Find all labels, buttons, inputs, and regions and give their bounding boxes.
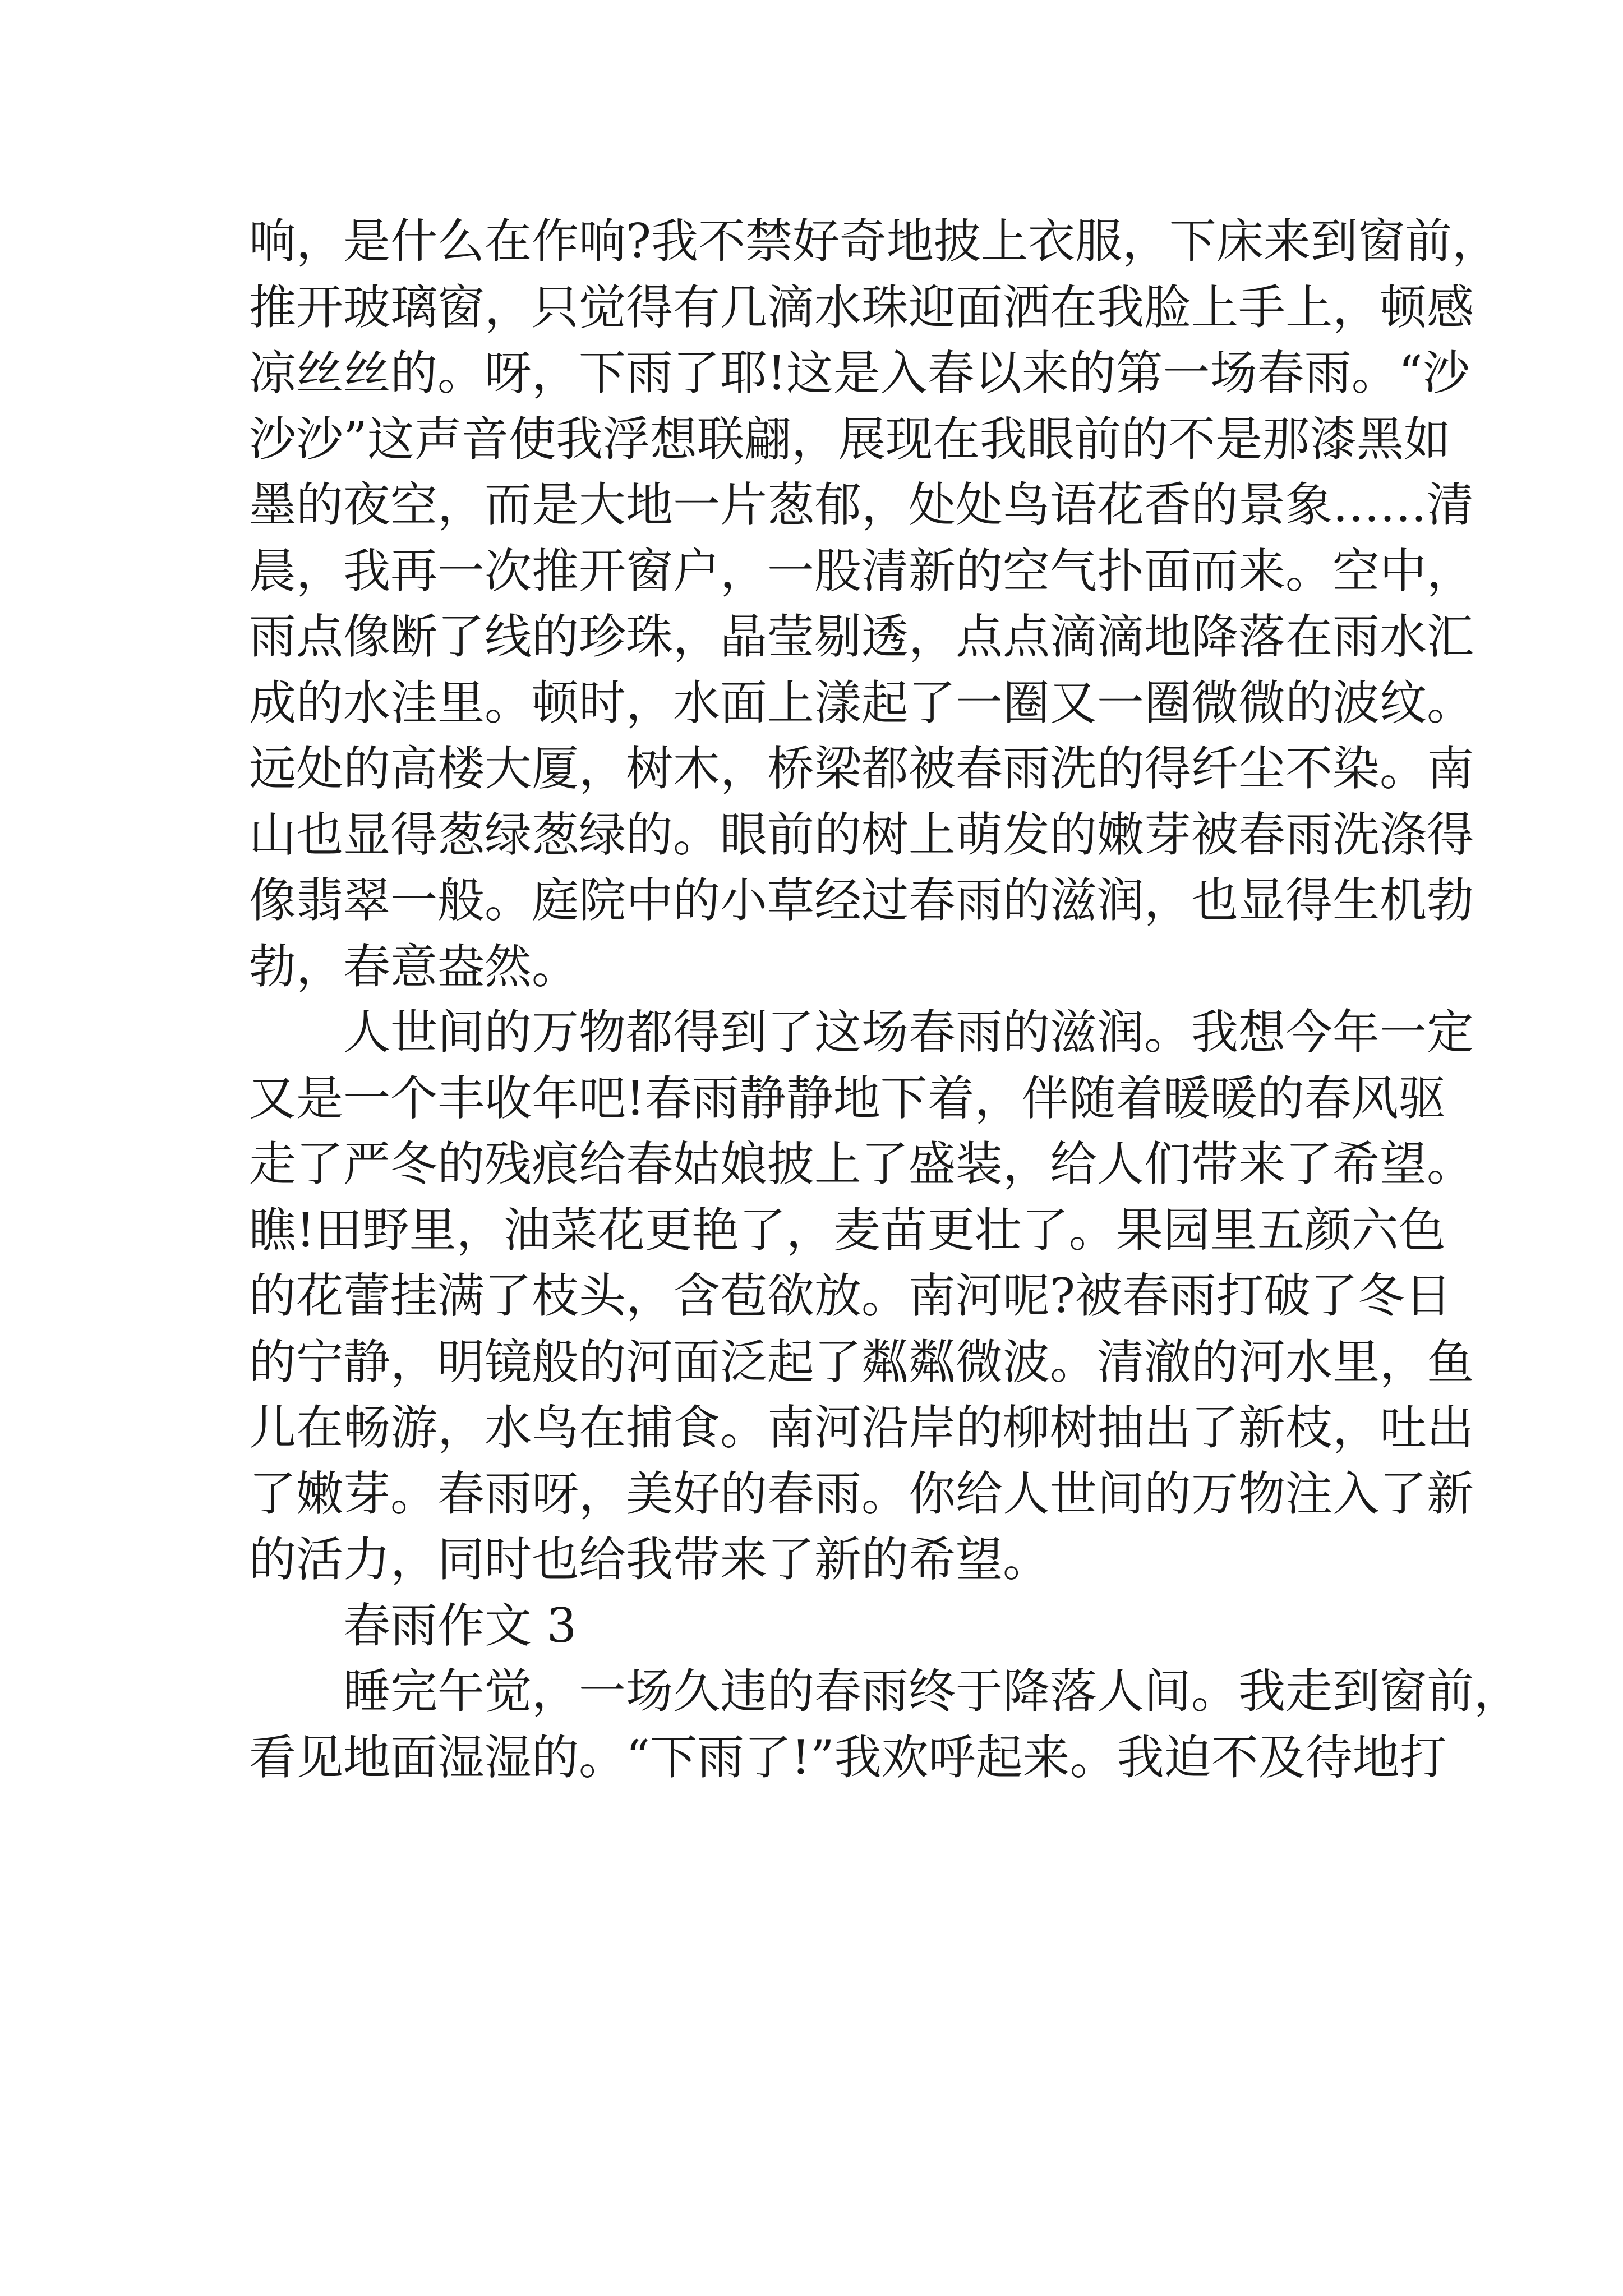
paragraph-line: 的活力，同时也给我带来了新的希望。 xyxy=(249,1532,1050,1587)
paragraph-line: 人世间的万物都得到了这场春雨的滋润。我想今年一定 xyxy=(343,1005,1474,1060)
paragraph-line: 墨的夜空，而是大地一片葱郁，处处鸟语花香的景象……清 xyxy=(249,477,1474,532)
paragraph-line: 瞧!田野里，油菜花更艳了，麦苗更壮了。果园里五颜六色 xyxy=(249,1202,1446,1258)
paragraph-line: 看见地面湿湿的。“下雨了!”我欢呼起来。我迫不及待地打 xyxy=(249,1729,1447,1785)
paragraph-line: 像翡翠一般。庭院中的小草经过春雨的滋润，也显得生机勃 xyxy=(249,873,1474,928)
paragraph-line: 勃，春意盎然。 xyxy=(249,938,579,994)
paragraph-line: 儿在畅游，水鸟在捕食。南河沿岸的柳树抽出了新枝，吐出 xyxy=(249,1400,1474,1455)
paragraph-line: 响，是什么在作响?我不禁好奇地披上衣服，下床来到窗前， xyxy=(249,214,1500,269)
paragraph-line: 走了严冬的残痕给春姑娘披上了盛装，给人们带来了希望。 xyxy=(249,1137,1474,1191)
paragraph-line: 又是一个丰收年吧!春雨静静地下着，伴随着暖暖的春风驱 xyxy=(249,1070,1446,1126)
paragraph-line: 山也显得葱绿葱绿的。眼前的树上萌发的嫩芽被春雨洗涤得 xyxy=(249,807,1474,862)
paragraph-line: 睡完午觉，一场久违的春雨终于降落人间。我走到窗前， xyxy=(343,1664,1521,1719)
section-heading: 春雨作文 3 xyxy=(343,1598,577,1653)
paragraph-line: 的花蕾挂满了枝头，含苞欲放。南河呢?被春雨打破了冬日 xyxy=(249,1268,1453,1323)
paragraph-line: 推开玻璃窗，只觉得有几滴水珠迎面洒在我脸上手上，顿感 xyxy=(249,279,1474,335)
paragraph-line: 的宁静，明镜般的河面泛起了粼粼微波。清澈的河水里，鱼 xyxy=(249,1334,1474,1389)
paragraph-line: 沙沙”这声音使我浮想联翩，展现在我眼前的不是那漆黑如 xyxy=(249,411,1451,467)
paragraph-line: 了嫩芽。春雨呀，美好的春雨。你给人世间的万物注入了新 xyxy=(249,1466,1474,1521)
paragraph-line: 凉丝丝的。呀，下雨了耶!这是入春以来的第一场春雨。“沙 xyxy=(249,346,1470,401)
paragraph-line: 远处的高楼大厦，树木，桥梁都被春雨洗的得纤尘不染。南 xyxy=(249,741,1474,796)
paragraph-line: 成的水洼里。顿时，水面上漾起了一圈又一圈微微的波纹。 xyxy=(249,675,1474,730)
paragraph-line: 雨点像断了线的珍珠，晶莹剔透，点点滴滴地降落在雨水汇 xyxy=(249,609,1474,664)
paragraph-line: 晨，我再一次推开窗户，一股清新的空气扑面而来。空中， xyxy=(249,543,1474,599)
essay-body xyxy=(249,209,1521,1791)
